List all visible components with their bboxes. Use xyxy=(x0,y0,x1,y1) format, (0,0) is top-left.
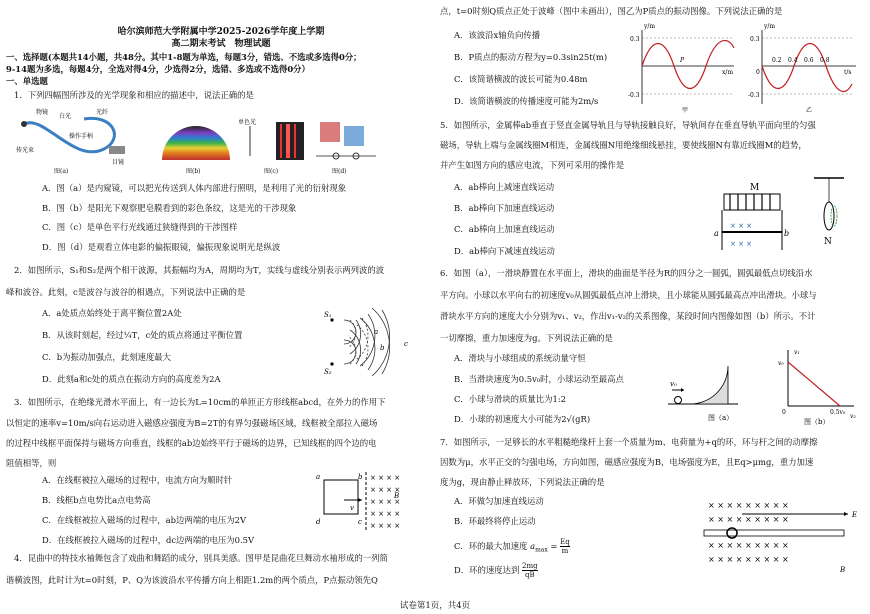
q4-option-d: D．该简谐横波的传播速度可能为2m/s xyxy=(454,96,599,106)
label-fig-c: 图(c) xyxy=(264,168,279,175)
exam-title: 高二期末考试 物理试题 xyxy=(171,39,271,49)
label-s1: S₁ xyxy=(324,311,332,319)
label-jia: 甲 xyxy=(682,107,689,114)
label-b5: b xyxy=(784,229,790,238)
label-fig-b: 图(b) xyxy=(186,168,201,175)
q7-optc-sub: max xyxy=(535,546,548,554)
label-d3: d xyxy=(316,518,321,526)
label-v3: v xyxy=(350,504,354,512)
q6-option-a: A．滑块与小球组成的系统动量守恒 xyxy=(454,353,586,363)
label-fig-d: 图(d) xyxy=(332,168,347,175)
q3-stem: 3．如图所示，在绝缘光滑水平面上，有一边长为L=10cm的单匝正方形线框abcd，在外力的作用下 xyxy=(14,397,386,407)
label-E: E xyxy=(852,511,858,519)
label-yi: 乙 xyxy=(806,107,813,114)
label-v0: v₀ xyxy=(670,380,677,388)
label-b: b xyxy=(380,344,385,352)
q6-stem: 6．如图（a），一滑块静置在水平面上，滑块的曲面是半径为R的四分之一圆弧，圆弧最低点切线沿水 xyxy=(440,268,813,278)
svg-text:× × × ×: × × × × xyxy=(370,474,401,482)
q4-stem: 4．昆曲中的特技水袖舞包含了戏曲和舞蹈的成分，别具美感。图甲是昆曲花旦舞动水袖形成的一列简 xyxy=(14,553,388,563)
label-t08: 0.8 xyxy=(820,57,830,64)
q3-stem-4: 阻值相等，则 xyxy=(6,458,57,468)
label-B7: B xyxy=(840,566,846,574)
ring-rod-figure xyxy=(702,498,862,576)
q4-option-b: B．P质点的振动方程为y=0.3sin25t(m) xyxy=(454,52,608,62)
label-figb: 图（b） xyxy=(804,418,830,426)
q2-stem: 2．如图所示，S₁和S₂是两个相干波源，其振幅均为A，周期均为T，实线与虚线分别表示两列波的波 xyxy=(14,265,385,275)
label-handle: 操作手柄 xyxy=(69,133,94,140)
label-obj: 物镜 xyxy=(36,109,49,116)
svg-text:× × × ×: × × × × xyxy=(370,522,401,530)
q6-option-d: D．小球的初速度大小可能为2√(gR) xyxy=(454,414,591,424)
right-column xyxy=(440,0,866,600)
q2-option-a: A．a处质点始终处于离平衡位置2A处 xyxy=(42,308,182,318)
svg-text:× × × × × × × × ×: × × × × × × × × × xyxy=(708,501,789,510)
label-M: M xyxy=(750,183,760,193)
label-xm: x/m xyxy=(722,69,734,76)
q3-option-a: A．在线框被拉入磁场的过程中，电流方向为顺时针 xyxy=(42,475,233,485)
svg-text:× × ×: × × × xyxy=(730,222,753,230)
q4-stem-2: 谐横波图，此时计为t=0时刻，P、Q为该波沿水平传播方向上相距1.2m的两个质点，P点振动领先Q xyxy=(6,575,378,585)
label-B3: B xyxy=(394,492,400,500)
label-y03-a: 0.3 xyxy=(630,36,640,43)
q7-option-b: B．环最终将停止运动 xyxy=(454,516,536,526)
q4-stem-3: 点，t=0时刻Q质点正处于波峰（图中未画出），图乙为P质点的振动图像。下列说法正确的是 xyxy=(440,6,783,16)
q6-option-b: B．当滑块速度为0.5v₀时，小球运动至最高点 xyxy=(454,374,624,384)
label-ym-b: y/m xyxy=(764,23,776,30)
label-figa: 图（a） xyxy=(708,414,734,422)
sub-section-title: 一、单选题 xyxy=(6,76,48,86)
soap-film-figure xyxy=(158,108,234,164)
q4-option-a: A．该波沿x轴负向传播 xyxy=(454,30,541,40)
label-v1: v₁ xyxy=(794,349,800,356)
label-zero-b: 0 xyxy=(756,69,760,76)
label-ym03-a: -0.3 xyxy=(628,92,640,99)
q3-stem-2: 以恒定的速率v=10m/s向右运动进入磁感应强度为B=2T的有界匀强磁场区域，线框被全部拉入磁场 xyxy=(6,418,378,428)
q7-stem: 7．如图所示，一足够长的水平粗糙绝缘杆上套一个质量为m、电荷量为+q的环，环与杆之间的动摩擦 xyxy=(440,437,818,447)
label-t02: 0.2 xyxy=(772,57,782,64)
q6-stem-2: 平方向。小球以水平向右的初速度v₀从圆弧最低点冲上滑块，且小球能从圆弧最高点冲出滑块。小球与 xyxy=(440,290,817,300)
label-c3: c xyxy=(358,518,362,526)
q5-stem-3: 并产生如图方向的感应电流，下列可采用的操作是 xyxy=(440,160,625,170)
label-a: a xyxy=(374,328,379,336)
q7-optc-a: a xyxy=(530,541,536,551)
q7-stem-2: 因数为μ，水平正交的匀强电场，方向如图，磁感应强度为B，电场强度为E，且Eq>μmg，重力加速 xyxy=(440,457,814,467)
label-N: N xyxy=(824,237,832,247)
q7-stem-3: 度为g，现由静止释放环，下列说法正确的是 xyxy=(440,477,605,487)
q1-option-d: D．图（d）是观看立体电影的偏振眼镜，偏振现象说明光是纵波 xyxy=(42,242,281,252)
endoscope-figure xyxy=(14,104,139,168)
label-guide: 光纤 xyxy=(96,109,109,116)
svg-text:× × × ×: × × × × xyxy=(370,510,401,518)
q7-optd-prefix: D．环的速度达到 xyxy=(454,565,520,575)
svg-text:× × × × × × × × ×: × × × × × × × × × xyxy=(708,541,789,550)
svg-text:× × × ×: × × × × xyxy=(370,486,401,494)
loop-field-figure xyxy=(314,470,410,532)
q5-option-d: D．ab棒向下减速直线运动 xyxy=(454,246,555,256)
interference-figure xyxy=(324,306,416,378)
label-zero6: 0 xyxy=(782,409,786,416)
label-t06: 0.6 xyxy=(804,57,814,64)
q2-option-c: C．b为振动加强点，此刻速度最大 xyxy=(42,352,172,362)
label-ym-a: y/m xyxy=(644,23,656,30)
label-ym03-b: -0.3 xyxy=(748,92,760,99)
label-b3: b xyxy=(358,473,363,481)
q5-stem-2: 磁场，导轨上端与金属线圈M相连，金属线圈N用绝缘细线悬挂，要使线圈N有靠近线圈M的趋势， xyxy=(440,140,807,150)
q1-option-c: C．图（c）是单色平行光线通过狭缝得到的干涉图样 xyxy=(42,222,238,232)
q7-optd-den: qB xyxy=(524,571,535,579)
label-v2: v₂ xyxy=(850,413,856,420)
q5-option-b: B．ab棒向下加速直线运动 xyxy=(454,203,555,213)
q4-option-c: C．该简谐横波的波长可能为0.48m xyxy=(454,74,588,84)
q2-option-d: D．此刻a和c处的质点在振动方向的高度差为2A xyxy=(42,374,221,384)
q5-option-a: A．ab棒向上减速直线运动 xyxy=(454,182,555,192)
q7-optd-num: 2mg xyxy=(522,562,538,570)
school-title: 哈尔滨师范大学附属中学2025-2026学年度上学期 xyxy=(117,27,325,37)
label-t04: 0.4 xyxy=(788,57,798,64)
q3-option-c: C．在线框被拉入磁场的过程中，ab边两端的电压为2V xyxy=(42,515,247,525)
svg-text:× × × × × × × × ×: × × × × × × × × × xyxy=(708,555,789,564)
page-footer: 试卷第1页，共4页 xyxy=(399,601,471,611)
label-eyepiece: 目镜 xyxy=(112,159,125,166)
q1-option-a: A．图（a）是内窥镜，可以把光传送到人体内部进行照明，是利用了光的衍射现象 xyxy=(42,183,347,193)
q5-option-c: C．ab棒向上加速直线运动 xyxy=(454,224,555,234)
label-s2: S₂ xyxy=(324,368,332,376)
q1-stem: 1．下列四幅图所涉及的光学现象和相应的描述中，说法正确的是 xyxy=(14,90,254,100)
q3-option-d: D．在线框被拉入磁场的过程中，dc边两端的电压为0.5V xyxy=(42,535,255,545)
section-title-2: 9-14题为多选，每题4分，全选对得4分，少选得2分，选错、多选或不选得0分） xyxy=(6,64,310,74)
label-y03-b: 0.3 xyxy=(750,36,760,43)
svg-text:× × × × × × × × ×: × × × × × × × × × xyxy=(708,515,789,524)
q7-optc-num: Eq xyxy=(560,538,570,546)
coil-rail-figure xyxy=(712,172,862,262)
label-fig-a: 图(a) xyxy=(54,168,69,175)
slit-figure xyxy=(238,118,308,164)
q6-stem-3: 滑块水平方向的速度大小分别为v₁、v₂，作出v₁-v₂的关系图像，某段时间内图像如图（b）所示。不计 xyxy=(440,311,816,321)
q1-option-b: B．图（b）是阳光下观察肥皂膜看到的彩色条纹，这是光的干涉现象 xyxy=(42,203,297,213)
polarizer-figure xyxy=(316,116,378,164)
wave-graphs xyxy=(630,18,860,114)
q3-option-b: B．线框b点电势比a点电势高 xyxy=(42,495,151,505)
label-P: P xyxy=(680,57,685,64)
label-ts: t/s xyxy=(844,69,852,76)
label-a3: a xyxy=(316,473,321,481)
svg-text:× × ×: × × × xyxy=(730,240,753,248)
q7-optc-prefix: C．环的最大加速度 xyxy=(454,541,528,551)
q6-stem-4: 一切摩擦，重力加速度为g。下列说法正确的是 xyxy=(440,333,613,343)
label-x05: 0.5v₀ xyxy=(830,409,846,416)
label-mono: 单色光 xyxy=(238,119,257,126)
label-v0y: v₀ xyxy=(778,360,784,367)
label-a5: a xyxy=(714,229,719,238)
label-light-in: 传光束 xyxy=(16,147,35,154)
q7-option-d xyxy=(454,562,538,579)
q7-optc-den: m xyxy=(561,547,569,555)
left-column xyxy=(6,0,436,600)
svg-text:× × × ×: × × × × xyxy=(370,498,401,506)
q7-option-a: A．环做匀加速直线运动 xyxy=(454,496,544,506)
q3-stem-3: 的过程中线框平面保持与磁场方向垂直，线框的ab边始终平行于磁场的边界，已知线框的四个边的电 xyxy=(6,438,377,448)
q5-stem: 5．如图所示，金属棒ab垂直于竖直金属导轨且与导轨接触良好，导轨间存在垂直导轨平面向里的匀强 xyxy=(440,120,816,130)
q2-stem-2: 峰和波谷。此刻，c是波谷与波谷的相遇点，下列说法中正确的是 xyxy=(6,287,246,297)
section-title: 一、选择题(本题共14小题，共48分。其中1-8题为单选，每题3分，错选、不选或多选得0分； xyxy=(6,52,362,62)
label-bulb: 白光 xyxy=(59,113,72,120)
q2-option-b: B．从该时刻起，经过¼T，c处的质点将通过平衡位置 xyxy=(42,330,243,340)
q7-option-c: C．环的最大加速度 $a_{max}$ = $\frac{Eq}{m}$ xyxy=(454,538,570,555)
slider-figure xyxy=(668,346,860,426)
label-c: c xyxy=(404,340,408,348)
q6-option-c: C．小球与滑块的质量比为1:2 xyxy=(454,394,567,404)
